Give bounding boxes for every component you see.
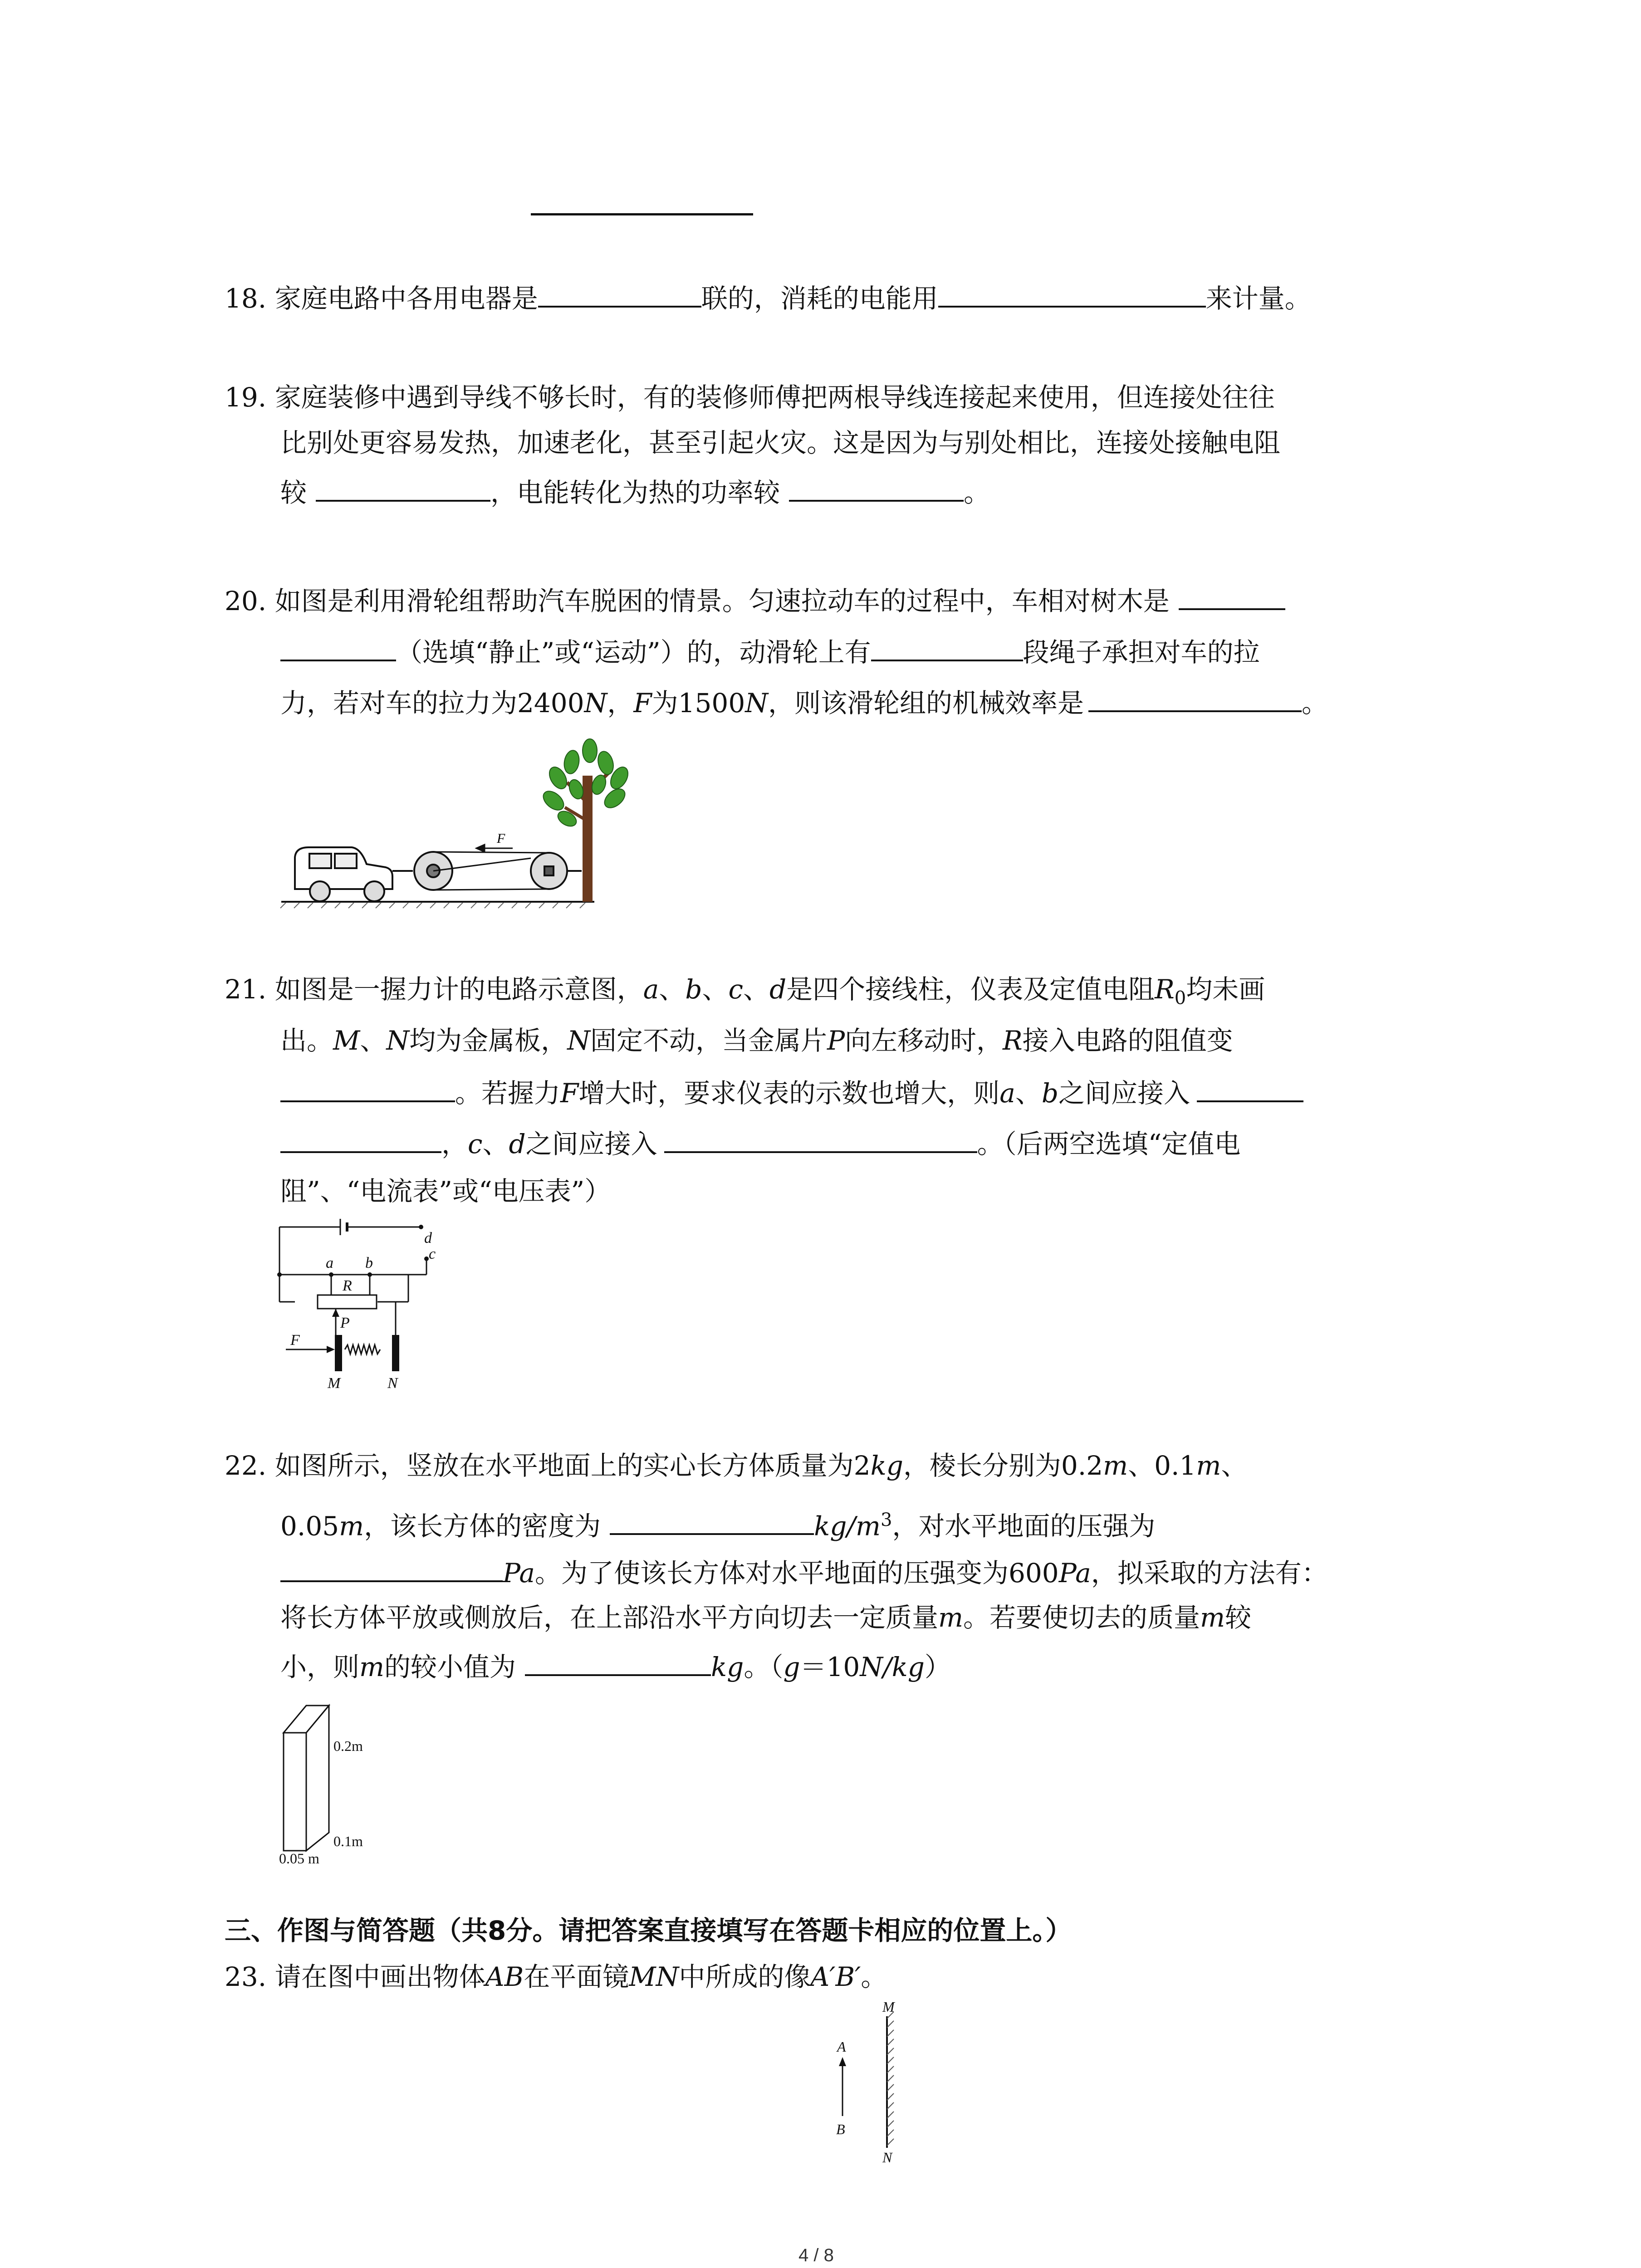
mirror-m-label: M <box>882 1999 895 2015</box>
fixed-pulley <box>531 853 582 889</box>
answer-blank[interactable] <box>280 1126 441 1153</box>
answer-blank[interactable] <box>280 1555 503 1582</box>
circuit-diagram <box>277 1213 449 1399</box>
slider-p-label: P <box>340 1315 350 1331</box>
plate-n <box>392 1335 399 1371</box>
resistor-r-label: R <box>343 1277 352 1294</box>
question-20-line-1: 20. 如图是利用滑轮组帮助汽车脱困的情景。匀速拉动车的过程中，车相对树木是 <box>225 583 1285 617</box>
answer-blank[interactable] <box>938 280 1206 308</box>
answer-blank-top[interactable] <box>531 213 753 215</box>
question-20-line-3: 力，若对车的拉力为2400N，F为1500N，则该滑轮组的机械效率是 。 <box>280 685 1328 719</box>
plane-mirror-figure <box>823 1998 905 2166</box>
question-18: 18. 家庭电路中各用电器是 联的，消耗的电能用 来计量。 <box>225 280 1311 315</box>
pulley-car-figure <box>277 735 653 912</box>
question-23: 23. 请在图中画出物体AB在平面镜MN中所成的像A′B′。 <box>225 1961 887 1992</box>
ground-hatch <box>280 903 585 908</box>
answer-blank[interactable] <box>280 1075 455 1102</box>
terminal-a-label: a <box>326 1255 333 1271</box>
page-number: 4 / 8 <box>798 2245 834 2265</box>
question-22-line-2: 0.05m，该长方体的密度为 $kg/m^3$，对水平地面的压强为 <box>280 1504 1155 1542</box>
question-21-line-1: 21. 如图是一握力计的电路示意图，a、b、c、d是四个接线柱，仪表及定值电阻$R_0$均未画 <box>225 974 1265 1009</box>
answer-blank[interactable] <box>1179 583 1285 610</box>
question-21-line-2: 出。M、N均为金属板，N固定不动，当金属片P向左移动时，R接入电路的阻值变 <box>280 1025 1233 1056</box>
force-label-f: F <box>497 831 505 846</box>
answer-blank[interactable] <box>1088 685 1302 712</box>
question-number: 23. <box>225 1961 267 1992</box>
answer-blank[interactable] <box>664 1126 977 1153</box>
question-number: 18. <box>225 283 267 314</box>
answer-blank[interactable] <box>525 1649 711 1676</box>
plate-m-label: M <box>328 1375 341 1392</box>
point-b-label: B <box>836 2121 845 2137</box>
terminal-b-label: b <box>365 1255 373 1271</box>
question-number: 22. <box>225 1450 267 1481</box>
force-arrow-head <box>327 1346 335 1353</box>
force-arrow <box>476 845 513 852</box>
cuboid-figure <box>279 1696 406 1864</box>
answer-blank[interactable] <box>871 634 1023 661</box>
question-20-line-2: （选填“静止”或“运动”）的，动滑轮上有 段绳子承担对车的拉 <box>280 634 1260 669</box>
slider-arrow <box>332 1309 339 1317</box>
point-a-label: A <box>837 2038 846 2055</box>
force-f-label: F <box>290 1332 300 1349</box>
question-number: 20. <box>225 586 267 616</box>
answer-blank[interactable] <box>610 1508 814 1535</box>
depth-label: 0.05 m <box>279 1850 319 1864</box>
question-19-line-3: 较 ，电能转化为热的功率较 。 <box>280 474 990 509</box>
height-label: 0.2m <box>333 1738 363 1754</box>
plate-n-label: N <box>387 1375 398 1392</box>
question-22-line-4: 将长方体平放或侧放后，在上部沿水平方向切去一定质量m。若要使切去的质量m较 <box>280 1602 1252 1633</box>
car <box>295 847 392 901</box>
question-19-line-2: 比别处更容易发热，加速老化，甚至引起火灾。这是因为与别处相比，连接处接触电阻 <box>280 427 1281 458</box>
question-number: 21. <box>225 974 267 1005</box>
question-22-line-1: 22. 如图所示，竖放在水平地面上的实心长方体质量为2kg，棱长分别为0.2m、0.1m、 <box>225 1450 1248 1481</box>
question-19-line-1: 19. 家庭装修中遇到导线不够长时，有的装修师傅把两根导线连接起来使用，但连接处往往 <box>225 382 1275 413</box>
terminal-c-label: c <box>429 1246 436 1262</box>
plate-m <box>335 1335 342 1371</box>
object-arrow-head <box>839 2057 846 2066</box>
question-21-line-3: 。若握力F增大时，要求仪表的示数也增大，则a、b之间应接入 <box>280 1075 1303 1110</box>
question-21-line-5: 阻”、“电流表”或“电压表”） <box>280 1176 611 1207</box>
question-21-line-4: ，c、d之间应接入 。（后两空选填“定值电 <box>280 1126 1240 1160</box>
terminal-d-label: d <box>424 1230 432 1246</box>
rheostat-resistor <box>318 1295 377 1309</box>
question-22-line-3: Pa。为了使该长方体对水平地面的压强变为600Pa，拟采取的方法有： <box>280 1555 1328 1589</box>
answer-blank[interactable] <box>316 474 490 502</box>
mirror-n-label: N <box>882 2149 892 2165</box>
answer-blank[interactable] <box>538 280 701 308</box>
answer-blank[interactable] <box>789 474 964 502</box>
question-number: 19. <box>225 382 267 413</box>
width-label: 0.1m <box>333 1833 363 1849</box>
mirror-hatch <box>887 2012 894 2146</box>
movable-pulley <box>392 852 452 890</box>
answer-blank[interactable] <box>280 634 396 661</box>
question-22-line-5: 小，则m的较小值为 kg。（g＝10N/kg） <box>280 1649 951 1683</box>
answer-blank[interactable] <box>1197 1075 1303 1102</box>
section-3-title: 三、作图与简答题（共8分。请把答案直接填写在答题卡相应的位置上。） <box>225 1915 1072 1946</box>
